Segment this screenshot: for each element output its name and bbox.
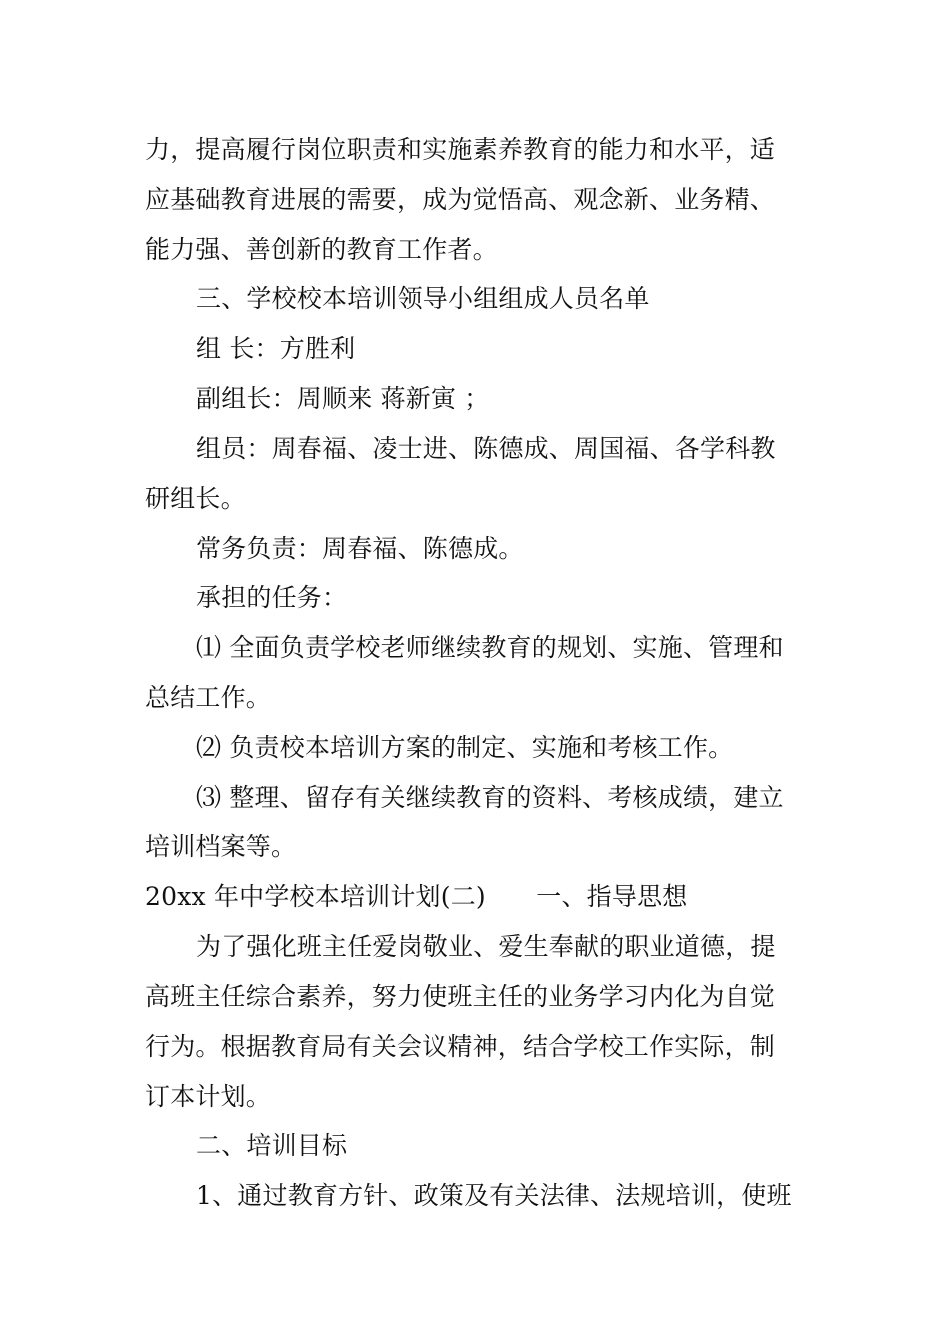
list-item: ⑶ 整理、留存有关继续教育的资料、考核成绩，建立 <box>196 783 784 812</box>
paragraph-line: 培训档案等。 <box>145 832 297 861</box>
paragraph-line: 行为。根据教育局有关会议精神，结合学校工作实际，制 <box>145 1032 776 1061</box>
paragraph-line: 总结工作。 <box>145 683 272 712</box>
section-heading: 二、培训目标 <box>196 1131 348 1160</box>
paragraph-line: 力，提高履行岗位职责和实施素养教育的能力和水平，适 <box>145 135 776 164</box>
paragraph-line: 承担的任务： <box>196 583 348 612</box>
paragraph-line: 为了强化班主任爱岗敬业、爱生奉献的职业道德，提 <box>196 932 776 961</box>
list-item: ⑵ 负责校本培训方案的制定、实施和考核工作。 <box>196 733 734 762</box>
paragraph-line: 能力强、善创新的教育工作者。 <box>145 235 498 264</box>
paragraph-line: 副组长：周顺来 蒋新寅 ； <box>196 384 490 413</box>
paragraph-line: 高班主任综合素养，努力使班主任的业务学习内化为自觉 <box>145 982 776 1011</box>
paragraph-line: 组 长：方胜利 <box>196 334 356 363</box>
list-item: ⑴ 全面负责学校老师继续教育的规划、实施、管理和 <box>196 633 784 662</box>
document-title-line: 20xx 年中学校本培训计划(二) 一、指导思想 <box>145 882 688 911</box>
paragraph-line: 组员：周春福、凌士进、陈德成、周国福、各学科教 <box>196 434 776 463</box>
section-heading: 三、学校校本培训领导小组组成人员名单 <box>196 284 650 313</box>
paragraph-line: 应基础教育进展的需要，成为觉悟高、观念新、业务精、 <box>145 185 776 214</box>
paragraph-line: 常务负责：周春福、陈德成。 <box>196 534 524 563</box>
paragraph-line: 1、通过教育方针、政策及有关法律、法规培训，使班 <box>196 1181 792 1210</box>
paragraph-line: 研组长。 <box>145 484 246 513</box>
paragraph-line: 订本计划。 <box>145 1082 272 1111</box>
